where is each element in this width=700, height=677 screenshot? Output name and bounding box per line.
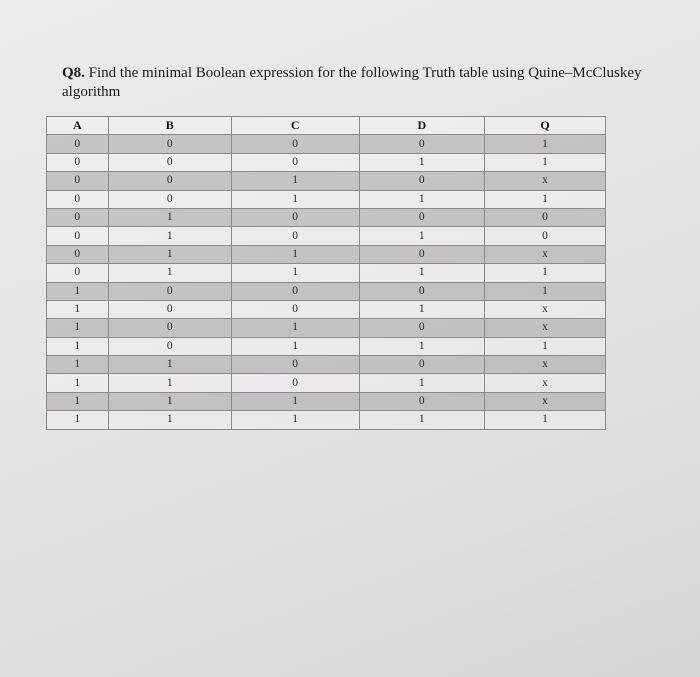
cell-c: 1 [231,337,359,355]
cell-q: 0 [485,227,606,245]
cell-a: 1 [47,392,109,410]
cell-c: 0 [231,300,359,318]
cell-b: 0 [108,172,231,190]
table-row [47,227,606,245]
table-body [47,135,606,429]
cell-b: 0 [108,190,231,208]
cell-d: 1 [359,374,484,392]
cell-a: 0 [47,135,109,153]
cell-b: 0 [108,337,231,355]
cell-d: 1 [359,153,484,171]
cell-q: x [485,245,606,263]
cell-d: 1 [359,337,484,355]
cell-a: 1 [47,374,109,392]
cell-b: 0 [108,319,231,337]
truth-table [46,116,606,430]
cell-a: 0 [47,153,109,171]
table-row [47,319,606,337]
cell-d: 0 [359,392,484,410]
cell-a: 0 [47,208,109,226]
cell-a: 0 [47,227,109,245]
header-a: A [47,117,109,135]
cell-b: 0 [108,135,231,153]
cell-d: 0 [359,356,484,374]
table-row [47,135,606,153]
cell-b: 1 [108,208,231,226]
cell-c: 1 [231,319,359,337]
cell-b: 1 [108,374,231,392]
cell-b: 1 [108,264,231,282]
cell-c: 1 [231,172,359,190]
cell-a: 0 [47,190,109,208]
cell-c: 1 [231,245,359,263]
cell-a: 1 [47,411,109,429]
cell-q: x [485,356,606,374]
cell-a: 0 [47,264,109,282]
cell-q: 1 [485,411,606,429]
cell-c: 1 [231,264,359,282]
table-row [47,374,606,392]
cell-q: x [485,319,606,337]
cell-q: 1 [485,190,606,208]
cell-d: 0 [359,208,484,226]
cell-c: 0 [231,282,359,300]
cell-q: x [485,172,606,190]
cell-q: 1 [485,337,606,355]
table-row [47,356,606,374]
header-d: D [359,117,484,135]
cell-b: 1 [108,356,231,374]
cell-q: 1 [485,153,606,171]
cell-q: 0 [485,208,606,226]
cell-d: 0 [359,319,484,337]
header-b: B [108,117,231,135]
cell-a: 1 [47,337,109,355]
cell-c: 0 [231,227,359,245]
cell-b: 0 [108,153,231,171]
cell-d: 1 [359,264,484,282]
cell-a: 1 [47,356,109,374]
cell-d: 0 [359,135,484,153]
cell-b: 0 [108,282,231,300]
cell-a: 1 [47,300,109,318]
cell-q: 1 [485,135,606,153]
cell-d: 0 [359,172,484,190]
header-c: C [231,117,359,135]
cell-d: 0 [359,245,484,263]
cell-b: 1 [108,392,231,410]
header-q: Q [485,117,606,135]
cell-c: 0 [231,374,359,392]
cell-a: 1 [47,319,109,337]
question-text-block [62,64,642,102]
cell-q: x [485,374,606,392]
table-row [47,300,606,318]
cell-d: 1 [359,411,484,429]
cell-b: 0 [108,300,231,318]
table-row [47,282,606,300]
table-row [47,411,606,429]
cell-b: 1 [108,411,231,429]
cell-c: 0 [231,153,359,171]
cell-a: 0 [47,245,109,263]
cell-q: x [485,300,606,318]
cell-a: 1 [47,282,109,300]
table-header-row [47,117,606,135]
cell-b: 1 [108,227,231,245]
question-number: Q8. [62,65,85,81]
cell-c: 0 [231,356,359,374]
cell-c: 1 [231,392,359,410]
cell-c: 0 [231,135,359,153]
cell-c: 1 [231,411,359,429]
table-row [47,245,606,263]
table-row [47,153,606,171]
cell-d: 1 [359,190,484,208]
cell-d: 1 [359,227,484,245]
cell-d: 1 [359,300,484,318]
cell-d: 0 [359,282,484,300]
cell-q: x [485,392,606,410]
table-row [47,172,606,190]
question-prompt: Find the minimal Boolean expression for the following Truth table using Quine–McCluskey algorithm [62,65,642,100]
cell-c: 0 [231,208,359,226]
cell-q: 1 [485,264,606,282]
table-row [47,190,606,208]
table-row [47,392,606,410]
table-row [47,337,606,355]
table-row [47,264,606,282]
cell-c: 1 [231,190,359,208]
cell-q: 1 [485,282,606,300]
table-row [47,208,606,226]
cell-b: 1 [108,245,231,263]
cell-a: 0 [47,172,109,190]
